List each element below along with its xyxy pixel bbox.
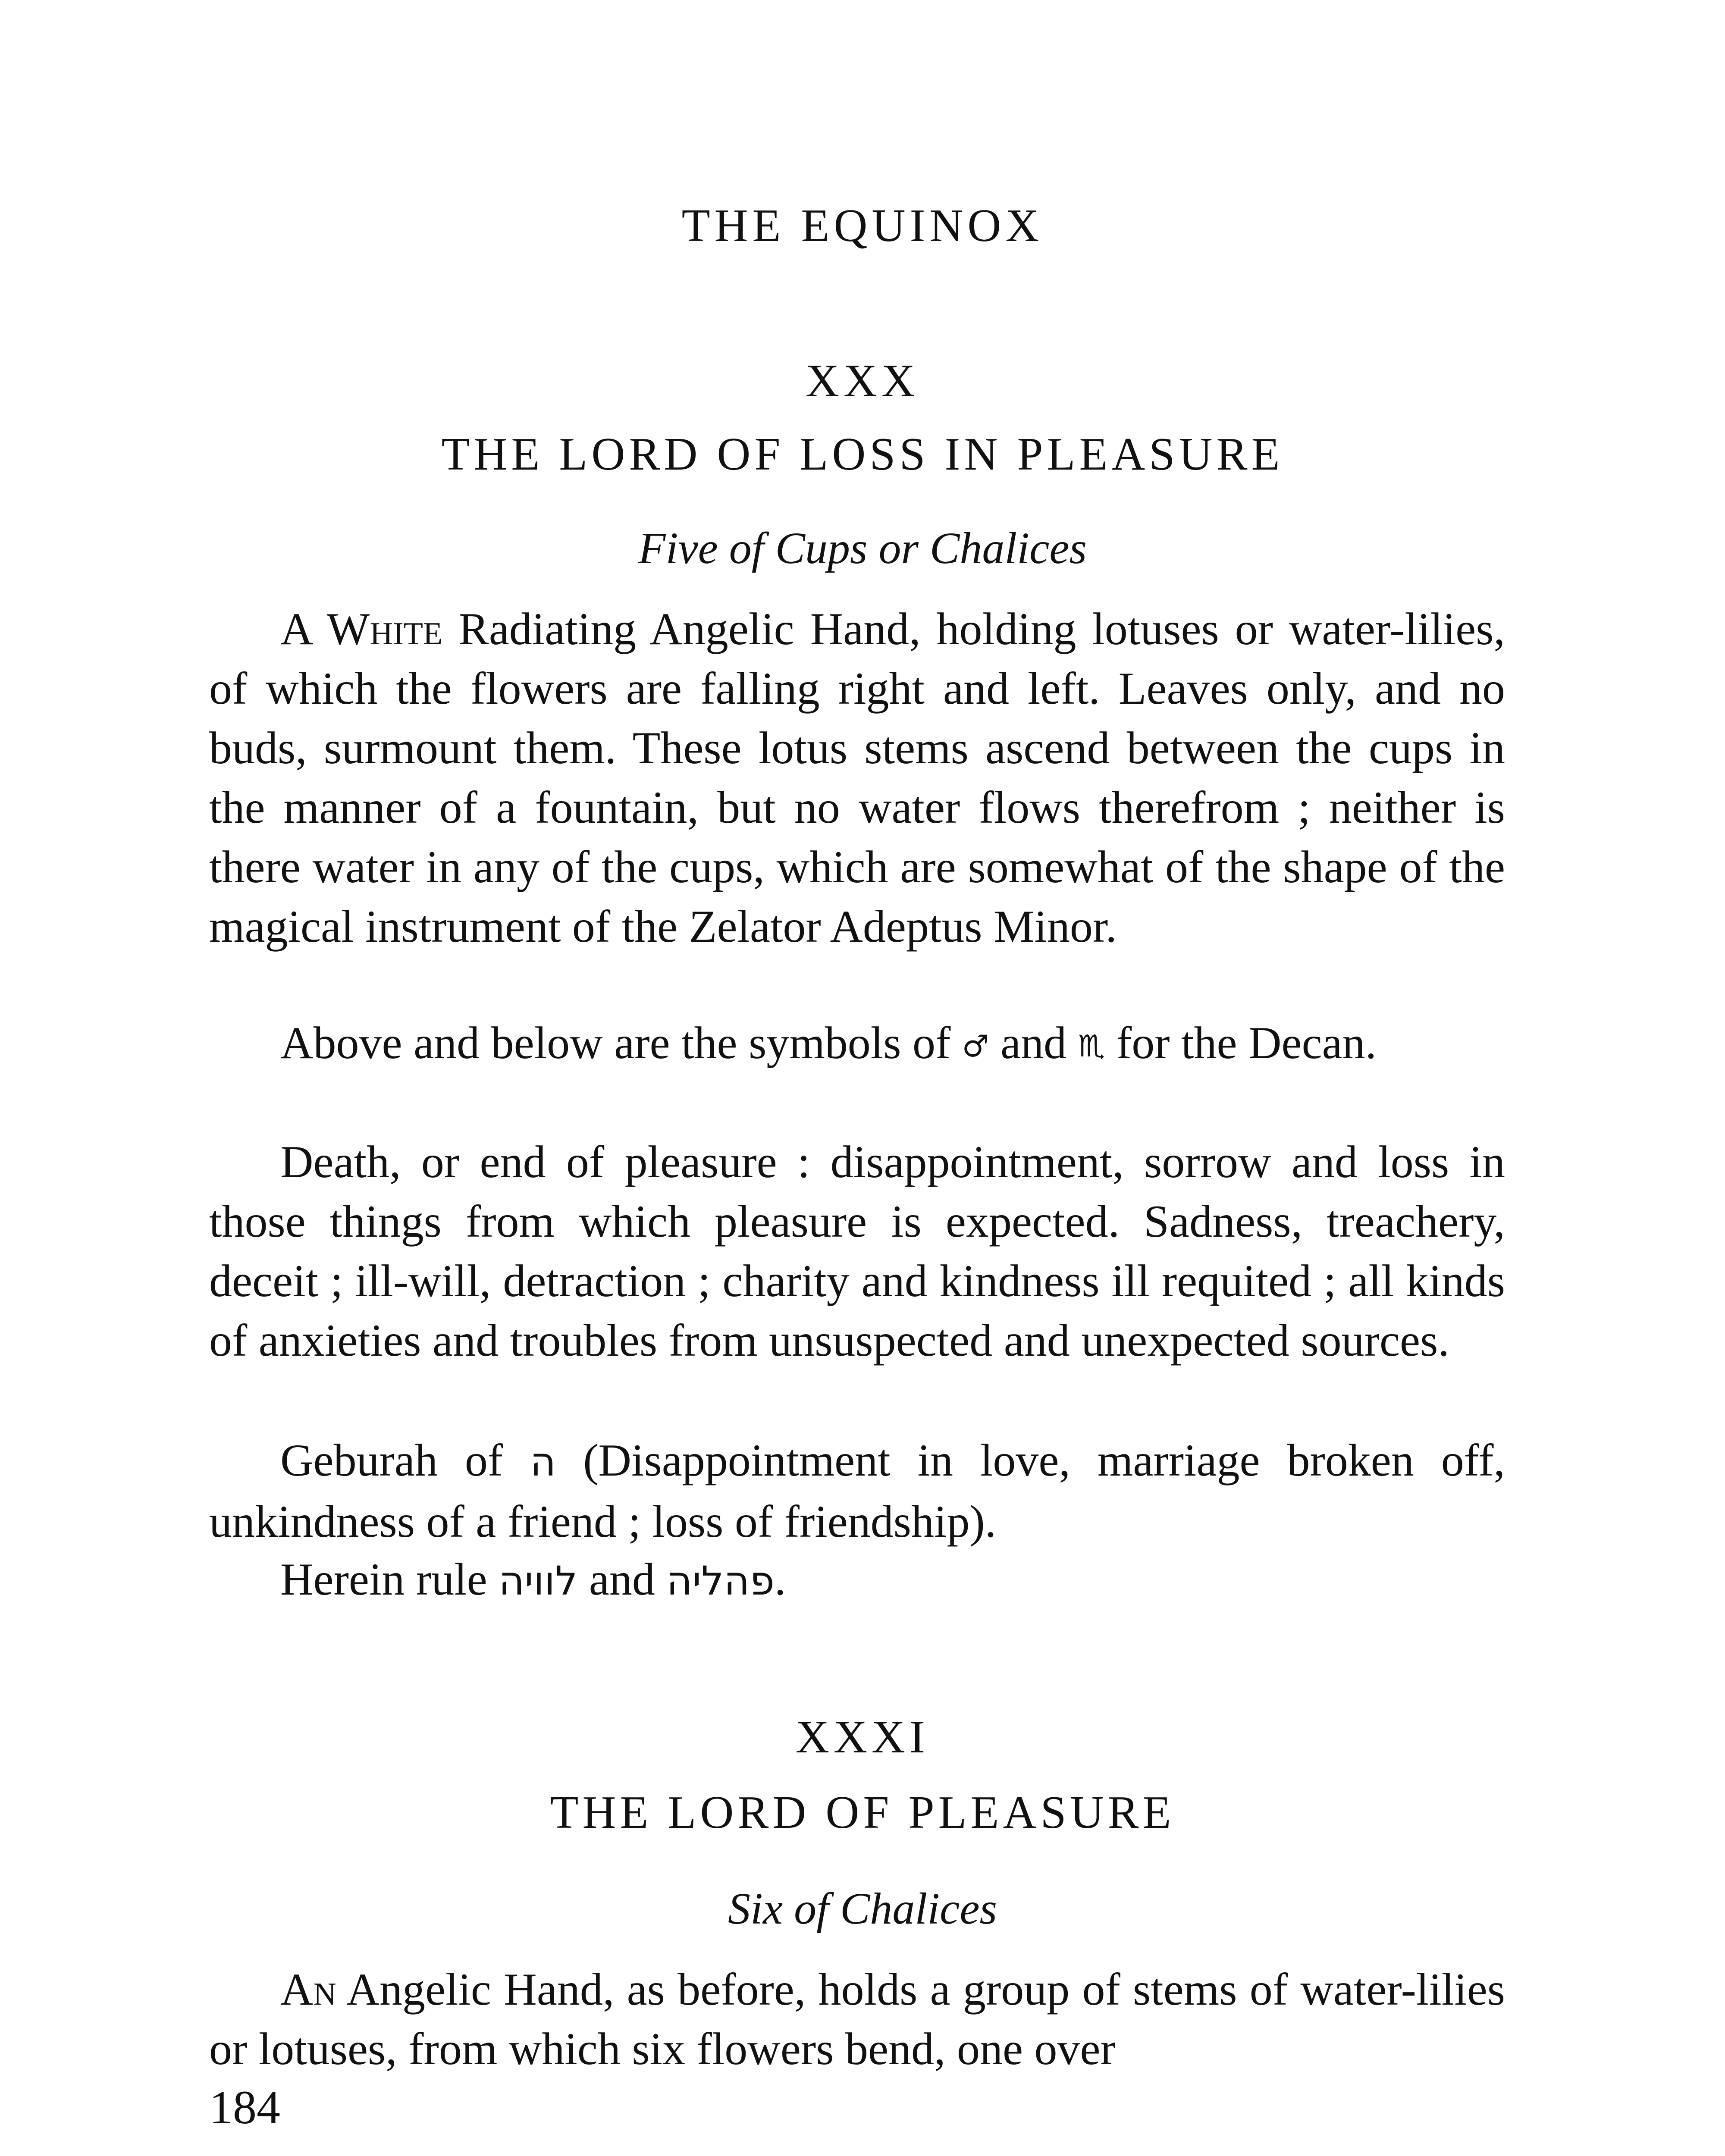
text-run: A: [280, 604, 327, 654]
mars-symbol-icon: ♂: [962, 1028, 989, 1064]
paragraph-rulers: [209, 1550, 1505, 1611]
text-run: Death, or end of pleasure : disappointment, sorrow and loss in those things from which pleasure is expected. Sadness, treachery, deceit ; ill-will, detraction ; charity and kindness ill requited ; all kinds of anxieties and troubles from unsuspected and unexpected sources.: [209, 1137, 1505, 1366]
text-run: Above and below are the symbols of: [280, 1018, 962, 1068]
scorpio-symbol-icon: ♏: [1078, 1028, 1105, 1064]
text-run: .: [774, 1554, 786, 1604]
hebrew-angel-name: פהליה: [666, 1558, 775, 1604]
text-run: for the Decan.: [1105, 1018, 1377, 1068]
text-run: Radiating Angelic Hand, holding lotuses or water-lilies, of which the flowers are falling right and left. Leaves only, and no buds, surmount them. These lotus stems ascend between the cups in the manner of a fountain, but no water flows therefrom ; neither is there water in any of the cups, which are somewhat of the shape of the magical instrument of the Zelator Adeptus Minor.: [209, 604, 1505, 952]
text-run: Angelic Hand, as before, holds a group of stems of water-lilies or lotuses, from which six flowers bend, one over: [209, 1964, 1505, 2074]
hebrew-letter: ה: [530, 1439, 556, 1485]
page-number: 184: [209, 2081, 280, 2134]
section-number: XXX: [806, 355, 919, 407]
small-caps-word: White: [326, 604, 443, 654]
section-title: THE LORD OF PLEASURE: [550, 1787, 1175, 1838]
text-run: and: [577, 1554, 667, 1604]
paragraph-symbols: [209, 1013, 1505, 1076]
running-head: THE EQUINOX: [681, 200, 1044, 251]
section-subtitle: Six of Chalices: [728, 1884, 997, 1934]
text-run: Herein rule: [280, 1554, 499, 1604]
text-run: (Disappointment in love, marriage broken off, unkindness of a friend ; loss of friendship).: [209, 1435, 1505, 1547]
section-number: XXXI: [796, 1711, 929, 1763]
section-title: THE LORD OF LOSS IN PLEASURE: [441, 429, 1284, 480]
section-subtitle: Five of Cups or Chalices: [638, 523, 1087, 573]
paragraph-meaning: [209, 1132, 1505, 1370]
small-caps-word: An: [280, 1964, 336, 2015]
paragraph-description: [209, 1960, 1505, 2079]
text-run: Geburah of: [280, 1435, 530, 1485]
paragraph-geburah: [209, 1431, 1505, 1551]
hebrew-angel-name: לוויה: [499, 1558, 578, 1604]
paragraph-description: [209, 599, 1505, 956]
text-run: and: [989, 1018, 1078, 1068]
